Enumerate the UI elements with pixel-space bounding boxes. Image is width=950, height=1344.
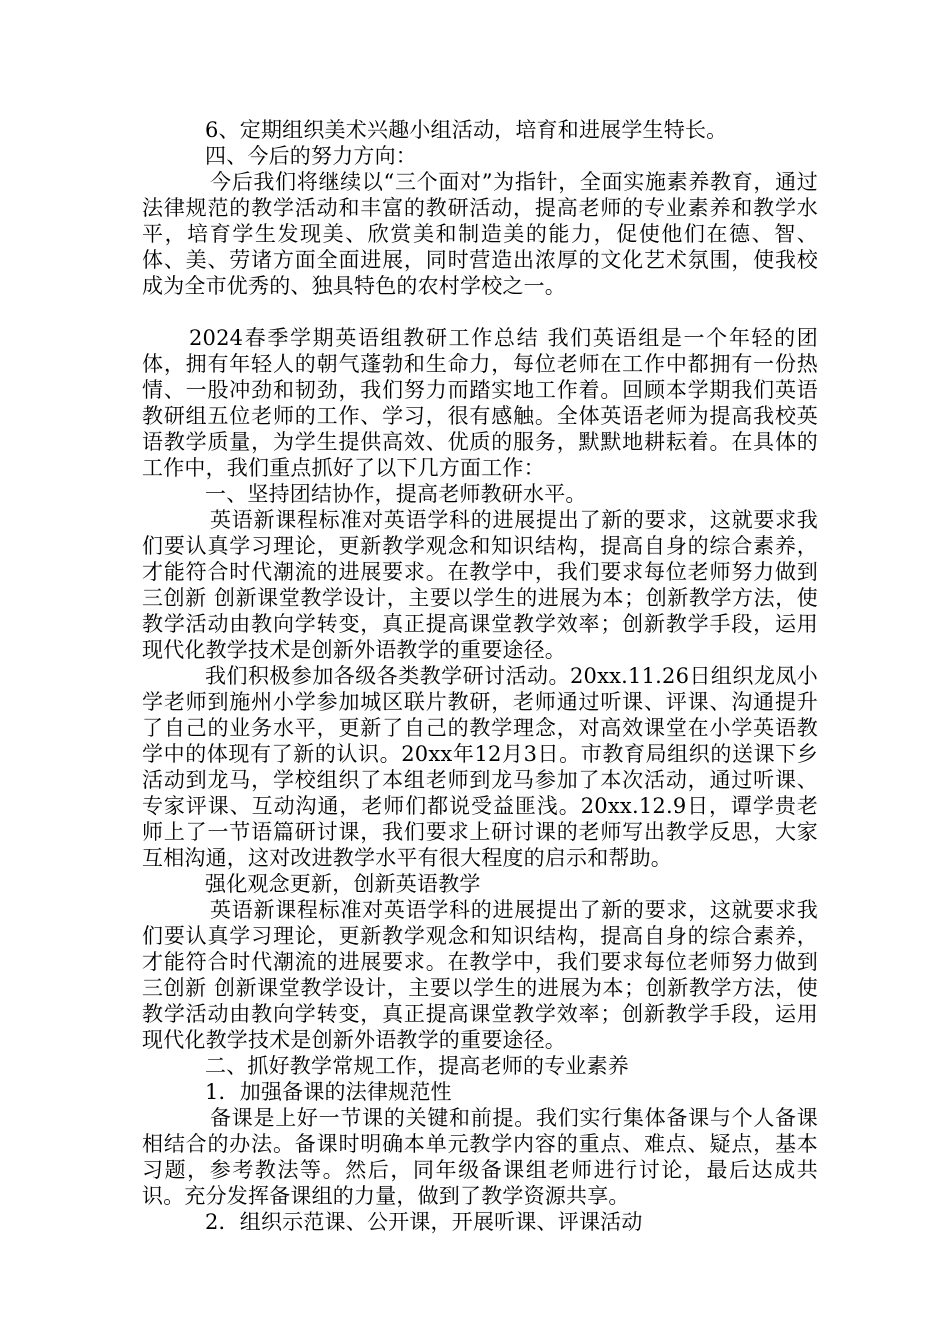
heading-teamwork: 一、坚持团结协作，提高老师教研水平。 — [205, 482, 587, 506]
paragraph-new-curriculum-repeat: 英语新课程标准对英语学科的进展提出了新的要求，这就要求我们要认真学习理论，更新教学观念和知识结构，提高自身的综合素养，才能符合时代潮流的进展要求。在教学中，我们要求每位老师努力做到三创新 创新课堂教学设计，主要以学生的进展为本；创新教学方法，使教学活动由教向学转变，真正提高课堂教学效率；创新教学手段，运用现代化教学技术是创新外语教学的重要途径。 — [142, 898, 818, 1052]
paragraph-research-activities: 我们积极参加各级各类教学研讨活动。20xx.11.26日组织龙凤小学老师到施州小学参加城区联片教研，老师通过听课、评课、沟通提升了自己的业务水平，更新了自己的教学理念，对高效课堂在小学英语教学中的体现有了新的认识。20xx年12月3日。市教育局组织的送课下乡活动到龙马，学校组织了本组老师到龙马参加了本次活动，通过听课、专家评课、互动沟通，老师们都说受益匪浅。20xx.12.9日，谭学贵老师上了一节语篇研讨课，我们要求上研讨课的老师写出教学反思，大家互相沟通，这对改进教学水平有很大程度的启示和帮助。 — [142, 664, 818, 870]
paragraph-english-summary-intro: 2024春季学期英语组教研工作总结 我们英语组是一个年轻的团体，拥有年轻人的朝气蓬勃和生命力，每位老师在工作中都拥有一份热情、一股冲劲和韧劲，我们努力而踏实地工作着。回顾本学期我们英语教研组五位老师的工作、学习，很有感触。全体英语老师为提高我校英语教学质量，为学生提供高效、优质的服务，默默地耕耘着。在具体的工作中，我们重点抓好了以下几方面工作： — [142, 326, 818, 480]
paragraph-lesson-prep: 备课是上好一节课的关键和前提。我们实行集体备课与个人备课相结合的办法。备课时明确本单元教学内容的重点、难点、疑点，基本习题，参考教法等。然后，同年级备课组老师进行讨论，最后达成共识。充分发挥备课组的力量，做到了教学资源共享。 — [142, 1106, 818, 1208]
paragraph-future-plan: 今后我们将继续以“三个面对”为指针，全面实施素养教育，通过法律规范的教学活动和丰富的教研活动，提高老师的专业素养和教学水平，培育学生发现美、欣赏美和制造美的能力，促使他们在德、智、体、美、劳诸方面全面进展，同时营造出浓厚的文化艺术氛围，使我校成为全市优秀的、独具特色的农村学校之一。 — [142, 170, 818, 298]
heading-concept-update: 强化观念更新，创新英语教学 — [205, 872, 481, 896]
paragraph-art-activity: 6、定期组织美术兴趣小组活动，培育和进展学生特长。 — [205, 118, 728, 142]
heading-future-direction: 四、今后的努力方向： — [205, 144, 417, 168]
heading-teaching-routine: 二、抓好教学常规工作，提高老师的专业素养 — [205, 1054, 629, 1078]
heading-lesson-prep: 1．加强备课的法律规范性 — [205, 1080, 452, 1104]
paragraph-gap — [142, 299, 818, 325]
paragraph-new-curriculum: 英语新课程标准对英语学科的进展提出了新的要求，这就要求我们要认真学习理论，更新教学观念和知识结构，提高自身的综合素养，才能符合时代潮流的进展要求。在教学中，我们要求每位老师努力做到三创新 创新课堂教学设计，主要以学生的进展为本；创新教学方法，使教学活动由教向学转变，真正提高课堂教学效率；创新教学手段，运用现代化教学技术是创新外语教学的重要途径。 — [142, 508, 818, 662]
heading-demo-lessons: 2．组织示范课、公开课，开展听课、评课活动 — [205, 1210, 643, 1234]
document-page — [142, 117, 818, 1235]
